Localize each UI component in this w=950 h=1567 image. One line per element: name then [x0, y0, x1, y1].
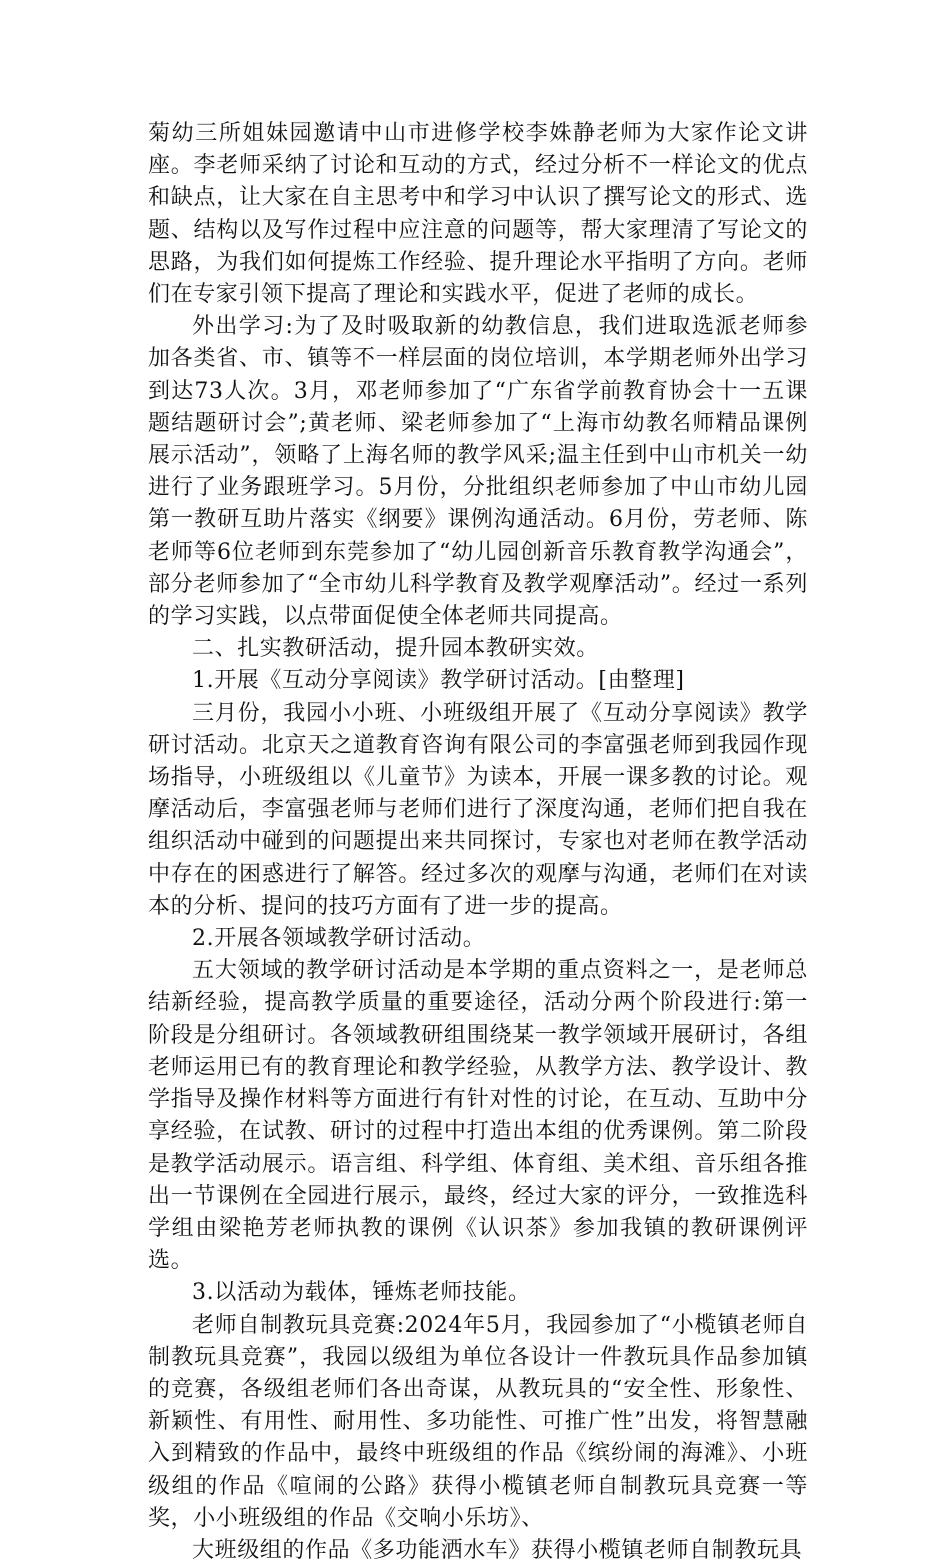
paragraph-interactive-reading: 三月份，我园小小班、小班级组开展了《互动分享阅读》教学研讨活动。北京天之道教育咨询有限公司的李富强老师到我园作现场指导，小班级组以《儿童节》为读本，开展一课多教的讨论。观摩活动后，李富强老师与老师们进行了深度沟通，老师们把自我在组织活动中碰到的问题提出来共同探讨，专家也对老师在教学活动中存在的困惑进行了解答。经过多次的观摩与沟通，老师们在对读本的分析、提问的技巧方面有了进一步的提高。 — [148, 700, 808, 919]
subheading-domain-research: 2.开展各领域教学研讨活动。 — [192, 926, 486, 952]
paragraph-continuation: 大班级组的作品《多功能洒水车》获得小榄镇老师自制教玩具 — [192, 1537, 803, 1563]
section-heading-teaching-research: 二、扎实教研活动，提升园本教研实效。 — [192, 636, 599, 662]
subheading-skill-training: 3.以活动为载体，锤炼老师技能。 — [192, 1280, 531, 1306]
paragraph-external-study: 外出学习:为了及时吸取新的幼教信息，我们进取选派老师参加各类省、市、镇等不一样层面的岗位培训，本学期老师外出学习到达73人次。3月，邓老师参加了“广东省学前教育协会十一五课题结题研讨会”;黄老师、梁老师参加了“上海市幼教名师精品课例展示活动”，领略了上海名师的教学风采;温主任到中山市机关一幼进行了业务跟班学习。5月份，分批组织老师参加了中山市幼儿园第一教研互助片落实《纲要》课例沟通活动。6月份，劳老师、陈老师等6位老师到东莞参加了“幼儿园创新音乐教育教学沟通会”，部分老师参加了“全市幼儿科学教育及教学观摩活动”。经过一系列的学习实践，以点带面促使全体老师共同提高。 — [148, 314, 808, 630]
paragraph-toy-competition: 老师自制教玩具竞赛:2024年5月，我园参加了“小榄镇老师自制教玩具竞赛”，我园以级组为单位各设计一件教玩具作品参加镇的竞赛，各级组老师们各出奇谋，从教玩具的“安全性、形象性、新颖性、有用性、耐用性、多功能性、可推广性”出发，将智慧融入到精致的作品中，最终中班级组的作品《缤纷闹的海滩》、小班级组的作品《喧闹的公路》获得小榄镇老师自制教玩具竞赛一等奖，小小班级组的作品《交响小乐坊》、 — [148, 1312, 808, 1531]
paragraph-domain-research: 五大领域的教学研讨活动是本学期的重点资料之一，是老师总结新经验，提高教学质量的重要途径，活动分两个阶段进行:第一阶段是分组研讨。各领域教研组围绕某一教学领域开展研讨，各组老师运用已有的教育理论和教学经验，从教学方法、教学设计、教学指导及操作材料等方面进行有针对性的讨论，在互动、互助中分享经验，在试教、研讨的过程中打造出本组的优秀课例。第二阶段是教学活动展示。语言组、科学组、体育组、美术组、音乐组各推出一节课例在全园进行展示，最终，经过大家的评分，一致推选科学组由梁艳芳老师执教的课例《认识茶》参加我镇的教研课例评选。 — [148, 958, 808, 1274]
subheading-interactive-reading: 1.开展《互动分享阅读》教学研讨活动。[由整理] — [192, 668, 685, 694]
paragraph-lecture: 菊幼三所姐妹园邀请中山市进修学校李姝静老师为大家作论文讲座。李老师采纳了讨论和互动的方式，经过分析不一样论文的优点和缺点，让大家在自主思考中和学习中认识了撰写论文的形式、选题、结构以及写作过程中应注意的问题等，帮大家理清了写论文的思路，为我们如何提炼工作经验、提升理论水平指明了方向。老师们在专家引领下提高了理论和实践水平，促进了老师的成长。 — [148, 121, 808, 308]
document-page — [148, 118, 808, 1567]
